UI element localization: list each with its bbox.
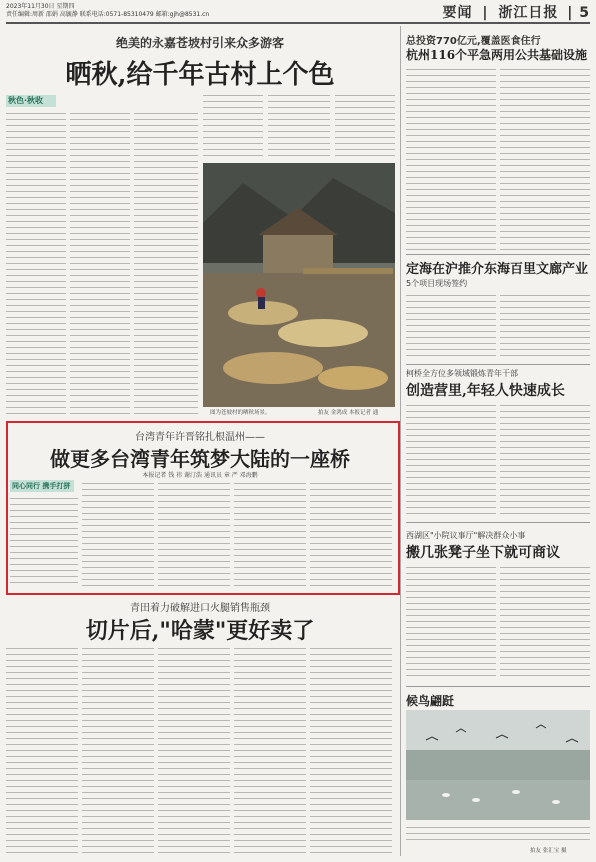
right-story2-text-b: [500, 292, 590, 360]
masthead-title: 要闻 | 浙江日报 | 5: [442, 5, 590, 21]
right-story4-headline: 搬几张凳子坐下就可商议: [406, 545, 560, 561]
lead-text-col2: [70, 110, 130, 418]
lead-photo-caption: 图为苍坡村的晒秋场景。: [210, 410, 271, 416]
right-story3-headline: 创造营里,年轻人快速成长: [406, 383, 565, 399]
bottom-text-col1: [6, 645, 78, 855]
right-story4-text-a: [406, 564, 496, 680]
page-number: 5: [579, 5, 590, 21]
section-name: 要闻: [442, 5, 473, 21]
right-story1-kicker: 总投资770亿元,覆盖医食住行: [406, 36, 541, 47]
lead-text-col1: [6, 110, 66, 418]
masthead-rule: [6, 22, 590, 24]
rule-1: [406, 254, 590, 255]
bottom-kicker: 青田着力破解进口火腿销售瓶颈: [130, 603, 270, 614]
taiwan-byline: 本报记者 钱 祎 谢汀浩 通讯员 章 严 邓海鹏: [142, 472, 258, 479]
taiwan-kicker: 台湾青年许晋铭扎根温州——: [135, 432, 265, 443]
right-story3-text-b: [500, 402, 590, 518]
right-story2-headline: 定海在沪推介东海百里文廊产业: [406, 262, 589, 277]
taiwan-text-col5: [310, 480, 392, 587]
date-line: 2023年11月30日 星期四: [6, 3, 75, 10]
lead-text-col4: [203, 92, 263, 160]
bottom-text-col4: [234, 645, 306, 855]
right-story3-text-a: [406, 402, 496, 518]
column-divider: [400, 26, 401, 856]
paper-name: 浙江日报: [498, 5, 559, 21]
taiwan-text-col3: [158, 480, 230, 587]
right-story1-text-a: [406, 66, 496, 250]
right-story4-kicker: 西湖区"小院议事厅"解决群众小事: [406, 531, 526, 540]
lead-headline: 晒秋,给千年古村上个色: [65, 60, 335, 90]
taiwan-text-col1: [10, 495, 78, 587]
right-story4-text-b: [500, 564, 590, 680]
lead-photo-credit: 拍友 金鸿成 本报记者 通: [318, 410, 379, 416]
section-tag-autumn: 秋色·秋收: [6, 95, 56, 107]
photo-story-credit: 拍友 张汇宝 摄: [530, 848, 567, 854]
right-story3-kicker: 柯桥全方位多领域锻炼青年干部: [406, 369, 518, 378]
taiwan-headline: 做更多台湾青年筑梦大陆的一座桥: [50, 447, 350, 471]
bottom-text-col2: [82, 645, 154, 855]
right-story2-text-a: [406, 292, 496, 360]
bottom-headline: 切片后,"哈蒙"更好卖了: [85, 618, 315, 644]
rule-3: [406, 522, 590, 523]
photo-story-headline: 候鸟翩跹: [406, 694, 455, 708]
rule-2: [406, 364, 590, 365]
right-story1-text-b: [500, 66, 590, 250]
photo-story-image: [406, 710, 590, 820]
right-story2-sub: 5个项目现场签约: [406, 279, 468, 288]
rule-4: [406, 686, 590, 687]
lead-text-col6: [335, 92, 395, 160]
bottom-text-col5: [310, 645, 392, 855]
lead-text-col3: [134, 110, 198, 418]
right-story1-headline: 杭州116个平急两用公共基础设施: [406, 48, 588, 62]
taiwan-text-col2: [82, 480, 154, 587]
lead-kicker: 绝美的永嘉苍坡村引来众多游客: [115, 36, 284, 50]
lead-photo: [203, 163, 395, 407]
lead-text-col5: [268, 92, 330, 160]
editors-line: 责任编辑:周新 邵娟 高毓静 联系电话:0571-85310479 邮箱:gjh@8531.cn: [6, 11, 210, 18]
section-tag-together: 同心同行 携手打拼: [10, 480, 74, 492]
bottom-text-col3: [158, 645, 230, 855]
masthead-info: [6, 3, 209, 19]
taiwan-text-col4: [234, 480, 306, 587]
photo-story-text: [406, 824, 590, 844]
